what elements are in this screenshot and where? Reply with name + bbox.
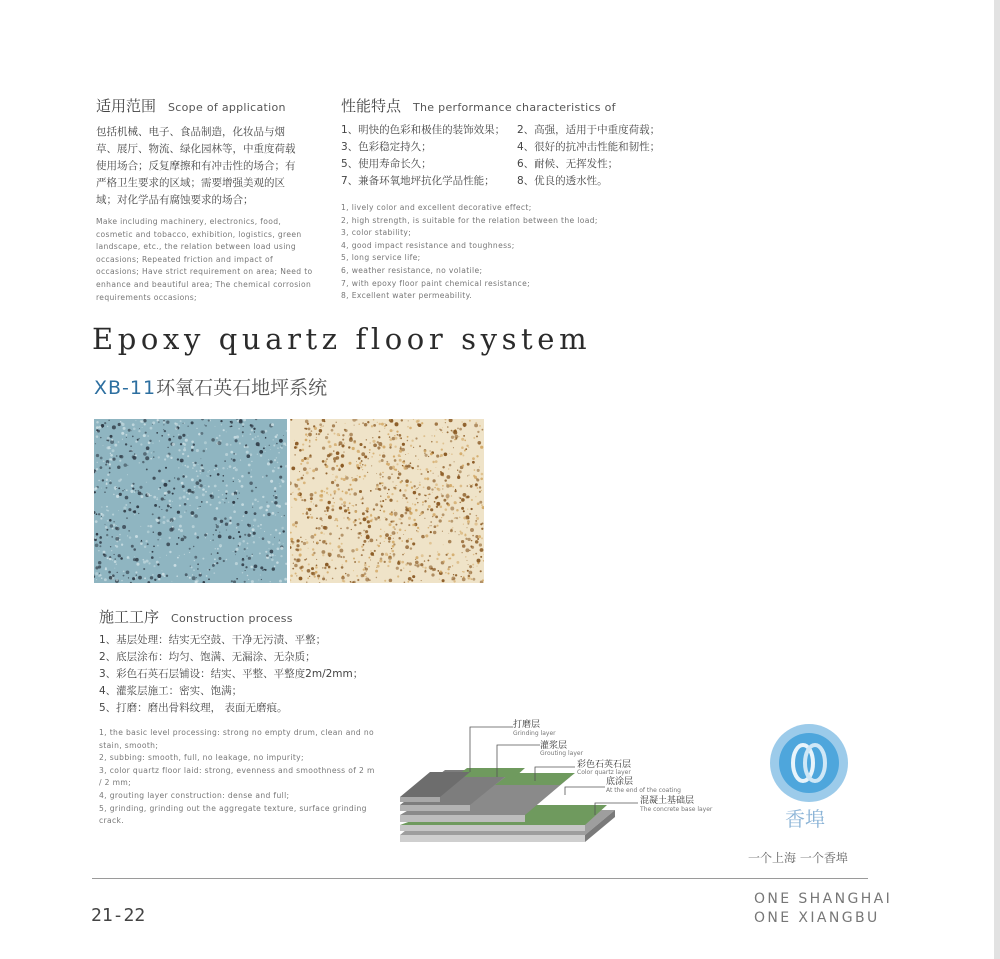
concrete-base-front	[400, 835, 585, 842]
construction-en-line: 1, the basic level processing: strong no empty drum, clean and no	[99, 728, 374, 737]
performance-item: 4、很好的抗冲击性能和韧性；	[517, 141, 661, 153]
brand-logo	[769, 723, 849, 807]
performance-item: 8、优良的透水性。	[517, 175, 608, 187]
construction-step: 3、彩色石英石层铺设：结实、平整、平整度2m/2mm；	[99, 668, 364, 680]
logo-circle-icon	[769, 723, 849, 803]
performance-item: 1、明快的色彩和极佳的装饰效果；	[341, 124, 506, 136]
performance-en-line: 4, good impact resistance and toughness;	[341, 240, 515, 250]
brand-tagline: 一个上海 一个香埠	[748, 851, 848, 865]
performance-title-cn: 性能特点	[341, 97, 402, 115]
construction-step: 1、基层处理：结实无空鼓、干净无污渍、平整；	[99, 634, 327, 646]
performance-row	[341, 156, 660, 173]
scope-title-en: Scope of application	[168, 101, 286, 114]
layer-label-en: Grouting layer	[540, 750, 584, 757]
scope-heading	[96, 95, 286, 116]
floor-layer-diagram	[395, 715, 735, 854]
scope-cn-line: 严格卫生要求的区域；需要增强美观的区	[96, 177, 285, 189]
construction-en-line: 5, grinding, grinding out the aggregate texture, surface grinding	[99, 803, 367, 813]
performance-row	[341, 139, 660, 156]
construction-en-line: / 2 mm;	[99, 778, 132, 788]
product-subtitle	[94, 373, 327, 400]
construction-steps-cn	[99, 632, 363, 717]
performance-en-line: 1, lively color and excellent decorative effect;	[341, 203, 532, 212]
construction-en-line: stain, smooth;	[99, 740, 159, 750]
scope-body-cn	[96, 124, 296, 209]
footer-divider	[92, 878, 868, 879]
primer-layer-front	[400, 825, 585, 831]
construction-steps-en	[99, 727, 375, 828]
construction-heading	[99, 606, 293, 627]
performance-en-line: 5, long service life;	[341, 253, 421, 263]
construction-en-line: crack.	[99, 816, 125, 826]
performance-body-cn	[341, 122, 660, 190]
scope-en-line: occasions; Have strict requirement on area; Need to	[96, 267, 313, 277]
performance-row	[341, 173, 660, 190]
construction-title-cn: 施工工序	[99, 608, 160, 626]
scope-en-line: Make including machinery, electronics, food,	[96, 217, 282, 226]
grinding-layer-front	[400, 797, 440, 802]
performance-en-line: 7, with epoxy floor paint chemical resistance;	[341, 278, 531, 288]
scope-en-line: landscape, etc., the relation between load using	[96, 242, 296, 252]
performance-item: 3、色彩稳定持久；	[341, 141, 432, 153]
layer-label-cn: 打磨层	[513, 720, 541, 730]
scope-cn-line: 域；对化学品有腐蚀要求的场合；	[96, 194, 254, 206]
logo-text: 香埠	[785, 807, 825, 831]
performance-item: 7、兼备环氧地坪抗化学品性能；	[341, 175, 495, 187]
layer-label-cn: 灌浆层	[540, 741, 568, 751]
product-name-cn: 环氧石英石地坪系统	[156, 377, 328, 399]
construction-step: 4、灌浆层施工：密实、饱满；	[99, 685, 243, 697]
brand-line-1: ONE SHANGHAI	[754, 891, 893, 907]
performance-heading	[341, 95, 616, 116]
swatch-blue-quartz	[94, 419, 287, 583]
performance-title-en: The performance characteristics of	[413, 101, 616, 114]
product-title-en: Epoxy quartz floor system	[92, 322, 592, 356]
performance-item: 2、高强，适用于中重度荷载；	[517, 124, 661, 136]
layer-label-en: At the end of the coating	[606, 787, 681, 794]
performance-en-line: 8, Excellent water permeability.	[341, 291, 473, 301]
scope-en-line: enhance and beautiful area; The chemical corrosion	[96, 279, 312, 289]
scope-en-line: occasions; Repeated friction and impact of	[96, 254, 274, 264]
layer-label-en: The concrete base layer	[640, 806, 713, 813]
beige-quartz-texture	[290, 419, 484, 583]
construction-en-line: 2, subbing: smooth, full, no leakage, no impurity;	[99, 753, 304, 763]
product-code: XB-11	[94, 377, 157, 399]
layer-label-cn: 彩色石英石层	[577, 760, 632, 770]
performance-row	[341, 122, 660, 139]
page-edge	[994, 0, 1000, 959]
layer-label-cn: 混凝土基础层	[640, 796, 695, 806]
leader-primer	[565, 787, 605, 795]
performance-item: 6、耐候、无挥发性；	[517, 158, 619, 170]
layer-diagram-svg	[395, 715, 735, 850]
swatch-beige-quartz	[290, 419, 484, 583]
performance-en-line: 3, color stability;	[341, 228, 412, 238]
scope-en-line: cosmetic and tobacco, exhibition, logistics, green	[96, 229, 302, 239]
layer-label-cn: 底涂层	[606, 777, 634, 787]
leader-grinding	[470, 727, 513, 772]
construction-en-line: 3, color quartz floor laid: strong, evenness and smoothness of 2 m	[99, 765, 375, 775]
construction-step: 2、底层涂布：均匀、饱满、无漏涂、无杂质；	[99, 651, 316, 663]
scope-cn-line: 使用场合；反复摩擦和有冲击性的场合；有	[96, 160, 296, 172]
quartz-layer-front	[400, 815, 525, 822]
scope-cn-line: 包括机械、电子、食品制造，化妆品与烟	[96, 126, 285, 138]
scope-en-line: requirements occasions;	[96, 292, 197, 302]
performance-item: 5、使用寿命长久；	[341, 158, 432, 170]
construction-step: 5、打磨：磨出骨料纹理， 表面无磨痕。	[99, 702, 288, 714]
performance-body-en	[341, 202, 598, 303]
scope-body-en	[96, 216, 316, 304]
grouting-layer-front	[400, 805, 470, 811]
scope-title-cn: 适用范围	[96, 97, 157, 115]
scope-cn-line: 草、展厅、物流、绿化园林等，中重度荷载	[96, 143, 296, 155]
performance-en-line: 2, high strength, is suitable for the relation between the load;	[341, 215, 598, 225]
performance-en-line: 6, weather resistance, no volatile;	[341, 265, 483, 275]
blue-quartz-texture	[94, 419, 287, 583]
construction-en-line: 4, grouting layer construction: dense and full;	[99, 790, 290, 800]
page-number: 21-22	[91, 905, 146, 926]
construction-title-en: Construction process	[171, 612, 293, 625]
brand-line-2: ONE XIANGBU	[754, 910, 880, 926]
layer-label-en: Grinding layer	[513, 730, 556, 737]
layer-label-en: Color quartz layer	[577, 769, 631, 776]
